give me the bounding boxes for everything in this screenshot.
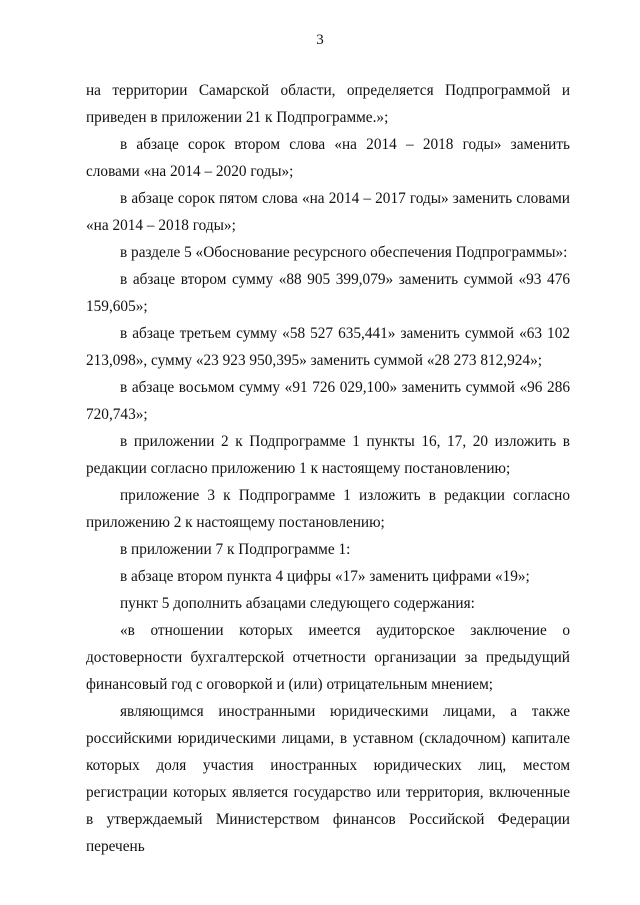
paragraph-continues-next-page: являющимся иностранными юридическими лицами, а также российскими юридическими лицами, в уставном (складочном) капитале которых доля участия иностранных юридических лиц, местом регистрации которых является государство или территория, включенные в утверждаемый Министерством финансов Российской Федерации перечень (86, 703, 570, 855)
paragraph: в разделе 5 «Обоснование ресурсного обеспечения Подпрограммы»: (120, 244, 568, 261)
paragraph: в приложении 7 к Подпрограмме 1: (120, 541, 351, 558)
paragraph-continuation: на территории Самарской области, определяется Подпрограммой и приведен в приложении 21 к Подпрограмме.»; (86, 82, 570, 126)
paragraph: пункт 5 дополнить абзацами следующего содержания: (120, 595, 475, 612)
paragraph: в абзаце сорок пятом слова «на 2014 – 2017 годы» заменить словами «на 2014 – 2018 годы»; (86, 190, 570, 234)
paragraph: в абзаце восьмом сумму «91 726 029,100» заменить суммой «96 286 720,743»; (86, 379, 570, 423)
paragraph: в абзаце сорок втором слова «на 2014 – 2018 годы» заменить словами «на 2014 – 2020 годы»; (86, 136, 570, 180)
paragraph: в абзаце третьем сумму «58 527 635,441» заменить суммой «63 102 213,098», сумму «23 923 950,395» заменить суммой «28 273 812,924»; (86, 325, 570, 369)
paragraph: в абзаце втором пункта 4 цифры «17» заменить цифрами «19»; (120, 568, 530, 585)
page-number: 3 (316, 32, 324, 48)
paragraph: в приложении 2 к Подпрограмме 1 пункты 16, 17, 20 изложить в редакции согласно приложению 1 к настоящему постановлению; (86, 433, 570, 477)
paragraph: в абзаце втором сумму «88 905 399,079» заменить суммой «93 476 159,605»; (86, 271, 570, 315)
paragraph: приложение 3 к Подпрограмме 1 изложить в редакции согласно приложению 2 к настоящему постановлению; (86, 487, 570, 531)
document-body (86, 77, 570, 860)
paragraph: «в отношении которых имеется аудиторское заключение о достоверности бухгалтерской отчетности организации за предыдущий финансовый год с оговоркой и (или) отрицательным мнением; (86, 622, 570, 693)
